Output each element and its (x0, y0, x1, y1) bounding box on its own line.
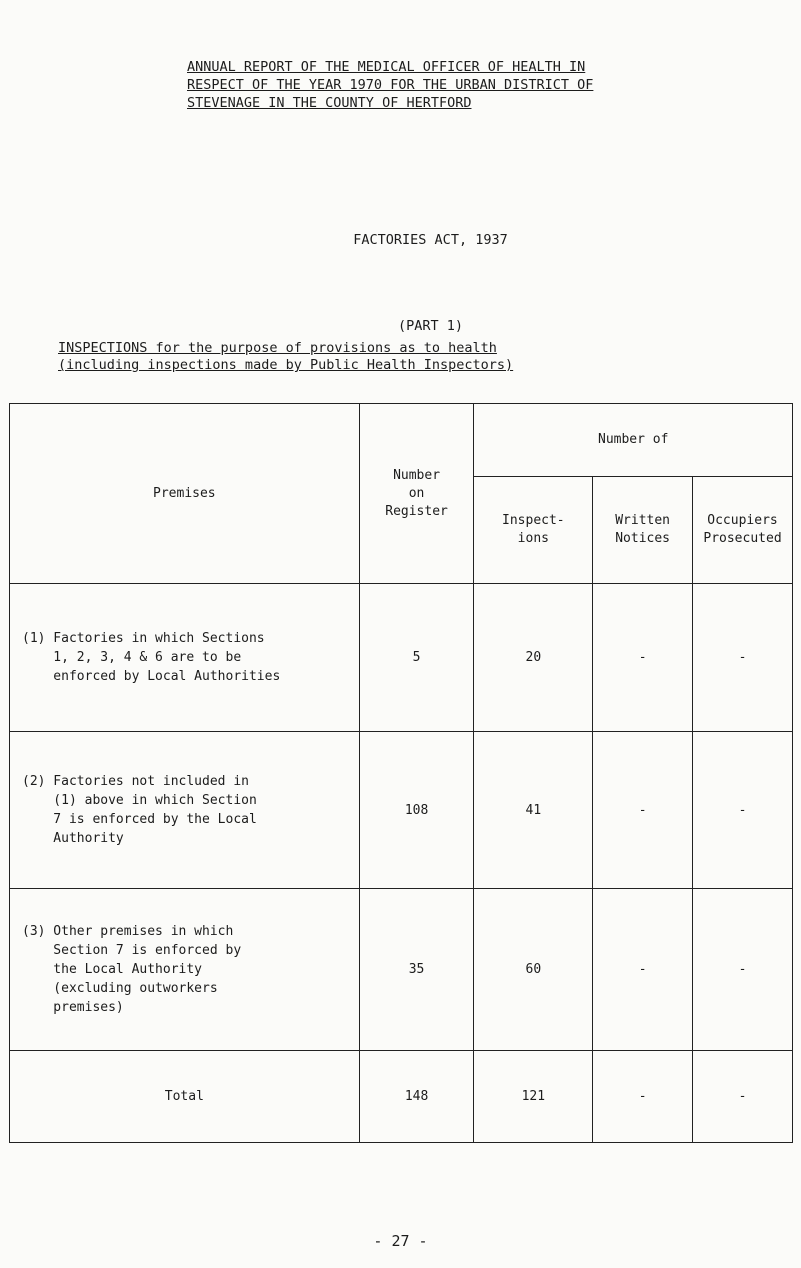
prosecuted-header: Occupiers Prosecuted (693, 477, 793, 584)
table-row (10, 732, 793, 889)
inspections-cell: 41 (474, 732, 593, 889)
prosecuted-cell: - (693, 732, 793, 889)
total-notices: - (593, 1051, 693, 1143)
premises-header: Premises (10, 404, 360, 584)
notices-cell: - (593, 889, 693, 1051)
part-label: (PART 1) (397, 318, 464, 334)
prosecuted-cell: - (693, 584, 793, 732)
table-row (10, 584, 793, 732)
inspections-header: Inspect- ions (474, 477, 593, 584)
report-title-line-1: ANNUAL REPORT OF THE MEDICAL OFFICER OF HEALTH IN (187, 59, 586, 75)
total-register: 148 (359, 1051, 474, 1143)
premises-cell: (2) Factories not included in (1) above in which Section 7 is enforced by the Local Authority (10, 732, 360, 889)
section-subtitle-line-2: (including inspections made by Public Health Inspectors) (58, 357, 514, 373)
total-prosecuted: - (693, 1051, 793, 1143)
register-header: Number on Register (359, 404, 474, 584)
total-inspections: 121 (474, 1051, 593, 1143)
notices-header: Written Notices (593, 477, 693, 584)
register-cell: 5 (359, 584, 474, 732)
register-cell: 108 (359, 732, 474, 889)
premises-cell: (1) Factories in which Sections 1, 2, 3, 4 & 6 are to be enforced by Local Authorities (10, 584, 360, 732)
table-row (10, 889, 793, 1051)
section-subtitle-line-1: INSPECTIONS for the purpose of provisions as to health (58, 340, 497, 356)
number-of-header: Number of (474, 404, 793, 477)
act-title: FACTORIES ACT, 1937 (353, 232, 508, 248)
report-title-line-3: STEVENAGE IN THE COUNTY OF HERTFORD (187, 95, 472, 111)
notices-cell: - (593, 584, 693, 732)
report-title-line-2: RESPECT OF THE YEAR 1970 FOR THE URBAN DISTRICT OF (187, 77, 594, 93)
notices-cell: - (593, 732, 693, 889)
prosecuted-cell: - (693, 889, 793, 1051)
total-label: Total (10, 1051, 360, 1143)
inspections-cell: 20 (474, 584, 593, 732)
inspections-cell: 60 (474, 889, 593, 1051)
inspections-table (9, 403, 793, 1143)
page-number: - 27 - (373, 1232, 428, 1250)
register-cell: 35 (359, 889, 474, 1051)
total-row (10, 1051, 793, 1143)
premises-cell: (3) Other premises in which Section 7 is enforced by the Local Authority (excluding outworkers premises) (10, 889, 360, 1051)
